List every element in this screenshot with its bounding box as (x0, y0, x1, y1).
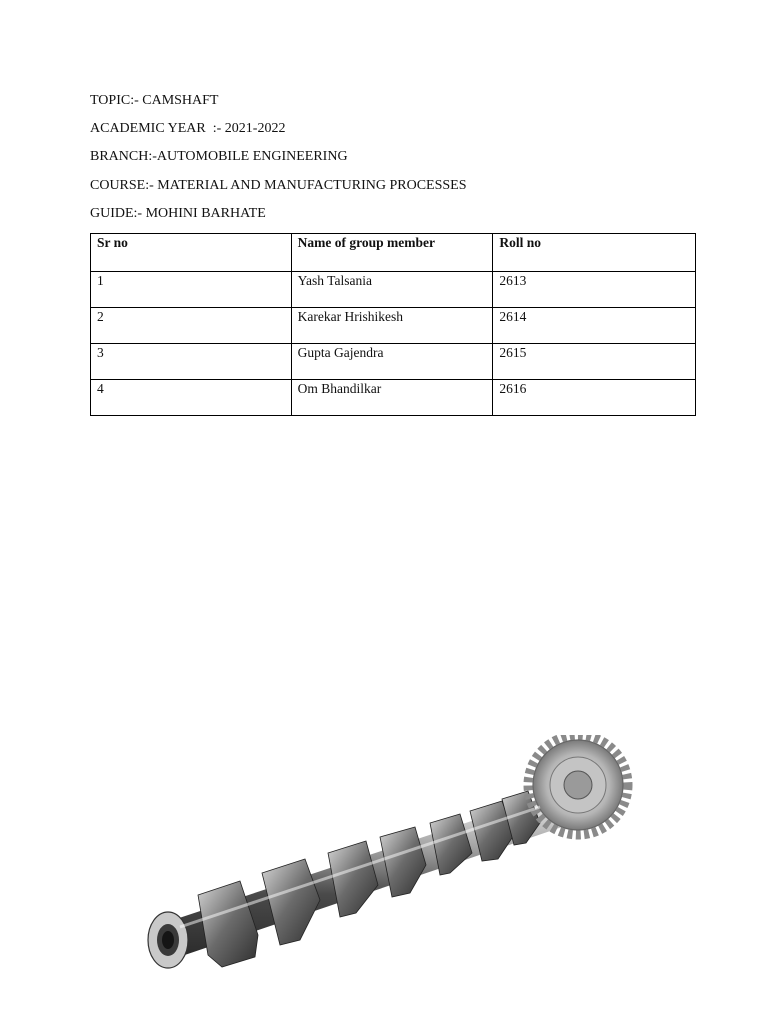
header-sr-no: Sr no (91, 234, 292, 272)
header-member-name: Name of group member (291, 234, 493, 272)
cell-member-name: Yash Talsania (291, 272, 493, 308)
table-row (91, 380, 696, 416)
cell-sr-no: 3 (91, 344, 292, 380)
cell-member-name: Gupta Gajendra (291, 344, 493, 380)
branch-line: BRANCH:-AUTOMOBILE ENGINEERING (90, 149, 348, 164)
table-row (91, 344, 696, 380)
camshaft-photo (130, 735, 640, 1020)
header-roll-no: Roll no (493, 234, 696, 272)
guide-line: GUIDE:- MOHINI BARHATE (90, 206, 266, 221)
table-row (91, 308, 696, 344)
table-header-row (91, 234, 696, 272)
table-row (91, 272, 696, 308)
cell-sr-no: 2 (91, 308, 292, 344)
academic-year-line: ACADEMIC YEAR :- 2021-2022 (90, 121, 286, 136)
cell-roll-no: 2614 (493, 308, 696, 344)
topic-line: TOPIC:- CAMSHAFT (90, 93, 219, 108)
group-members-table (90, 233, 696, 416)
cell-member-name: Karekar Hrishikesh (291, 308, 493, 344)
cell-sr-no: 1 (91, 272, 292, 308)
cell-roll-no: 2615 (493, 344, 696, 380)
cell-roll-no: 2613 (493, 272, 696, 308)
cell-member-name: Om Bhandilkar (291, 380, 493, 416)
cell-roll-no: 2616 (493, 380, 696, 416)
course-line: COURSE:- MATERIAL AND MANUFACTURING PROCESSES (90, 178, 467, 193)
cell-sr-no: 4 (91, 380, 292, 416)
